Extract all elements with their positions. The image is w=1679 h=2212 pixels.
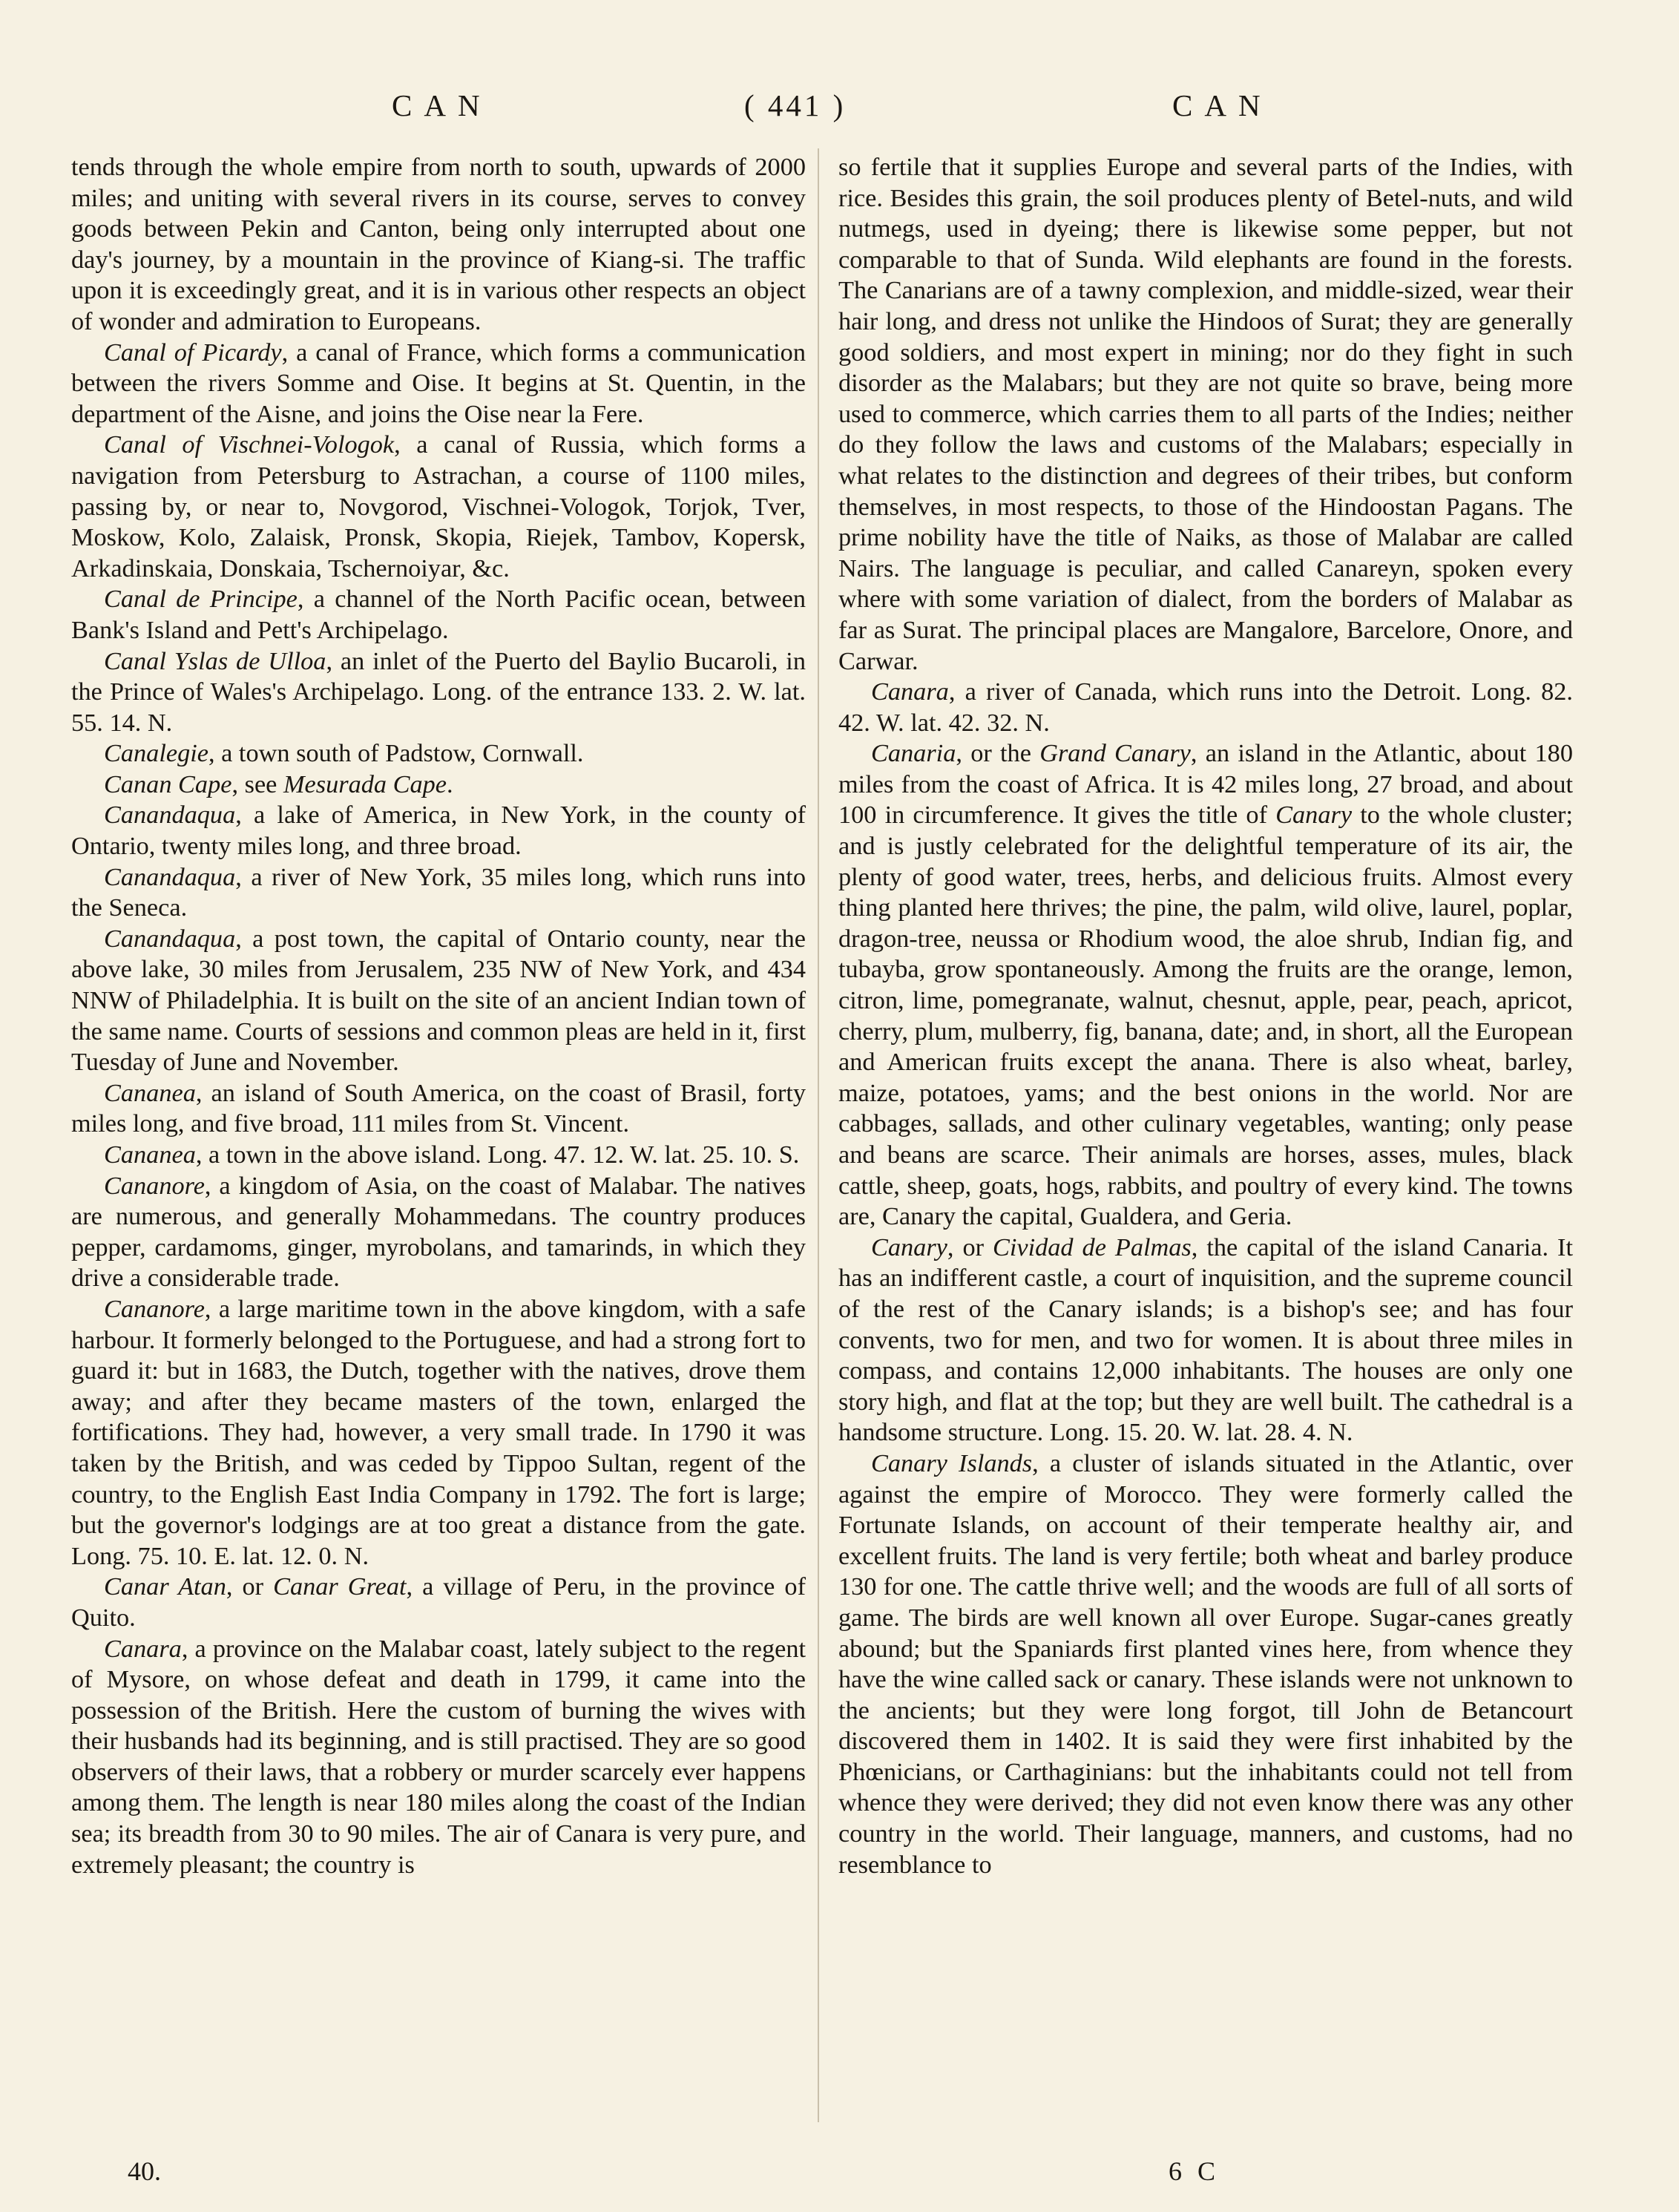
dictionary-entry: [71, 738, 806, 769]
dictionary-entry: [71, 800, 806, 862]
entry-text: , a canal of Russia, which forms a navigation from Petersburg to Astrachan, a course of 1100 miles, passing by, or near to, Novgorod, Vischnei-Vologok, Torjok, Tver, Moskow, Kolo, Zalaisk, Pronsk, Skopia, Riejek, Tambov, Kopersk, Arkadinskaia, Donskaia, Tschernoiyar, &c.: [71, 430, 806, 582]
entry-text: , a post town, the capital of Ontario county, near the above lake, 30 miles from Jerusalem, 235 NW of New York, and 434 NNW of Philadelphia. It is built on the site of an ancient Indian town of the same name. Courts of sessions and common pleas are held in it, first Tuesday of June and November.: [71, 924, 806, 1077]
entry-text: so fertile that it supplies Europe and several parts of the Indies, with rice. Besides this grain, the soil produces plenty of Betel-nuts, and wild nutmegs, used in dyeing; there is likewise some pepper, but not comparable to that of Sunda. Wild elephants are found in the forests. The Canarians are of a tawny complexion, and middle-sized, wear their hair long, and dress not unlike the Hindoos of Surat; they are generally good soldiers, and most expert in mining; nor do they fight in such disorder as the Malabars; but they are not quite so brave, being more used to commerce, which carries them to all parts of the Indies; neither do they follow the laws and customs of the Malabars; especially in what relates to the distinction and degrees of their tribes, but conform themselves, in most respects, to those of the Hindoostan Pagans. The prime nobility have the title of Naiks, as those of Malabar are called Nairs. The language is peculiar, and called Canareyn, spoken every where with some variation of dialect, from the borders of Malabar as far as Surat. The principal places are Mangalore, Barcelore, Onore, and Carwar.: [838, 153, 1573, 675]
entry-term: Cananore: [104, 1294, 205, 1323]
entry-text: , a province on the Malabar coast, lately subject to the regent of Mysore, on whose defeat and death in 1799, it came into the possession of the British. Here the custom of burning the wives with their husbands had its beginning, and is still practised. They are so good observers of their laws, that a robbery or murder scarcely ever happens among them. The length is near 180 miles along the coast of the Indian sea; its breadth from 30 to 90 miles. The air of Canara is very pure, and extremely pleasant; the country is: [71, 1634, 806, 1879]
header-left-guide-word: CAN: [392, 88, 492, 122]
dictionary-entry: [71, 1572, 806, 1633]
left-column: [71, 152, 806, 1880]
entry-term: Canary: [1275, 801, 1353, 830]
entry-term: Canara: [871, 677, 949, 706]
entry-text: , a town in the above island. Long. 47. 12. W. lat. 25. 10. S.: [195, 1141, 800, 1169]
dictionary-entry: [71, 430, 806, 584]
header-right-guide-word: CAN: [1172, 88, 1272, 122]
entry-term: Canandaqua: [104, 801, 236, 830]
entry-term: Cananea: [104, 1141, 196, 1169]
entry-text: to the whole cluster; and is justly celebrated for the delightful temperature of its air, the plenty of good water, trees, herbs, and delicious fruits. Almost every thing planted here thrives; the pine, the palm, wild olive, laurel, poplar, dragon-tree, neussa or Rhodium wood, the aloe shrub, Indian fig, and tubayba, grow spontaneously. Among the fruits are the orange, lemon, citron, lime, pomegranate, walnut, chesnut, apple, pear, peach, apricot, cherry, plum, mulberry, fig, banana, date; and, in short, all the European and American fruits except the anana. There is also wheat, barley, maize, potatoes, yams; and the best onions in the world. Nor are cabbages, sallads, and other culinary vegetables, wanting; only pease and beans are scarce. Their animals are horses, asses, mules, black cattle, sheep, goats, hogs, rabbits, and poultry of every kind. The towns are, Canary the capital, Gualdera, and Geria.: [838, 801, 1574, 1231]
entry-term: Canandaqua: [104, 924, 236, 953]
entry-text: , the capital of the island Canaria. It has an indifferent castle, a court of inquisition, and the supreme council of the rest of the Canary islands; is a bishop's see; and has four convents, two for men, and two for women. It is about three miles in compass, and contains 12,000 inhabitants. The houses are only one story high, and flat at the top; but they are well built. The cathedral is a handsome structure. Long. 15. 20. W. lat. 28. 4. N.: [838, 1233, 1573, 1447]
dictionary-entry: [71, 769, 806, 801]
entry-term: Cividad de Palmas: [992, 1233, 1192, 1261]
entry-text: , or: [226, 1572, 274, 1601]
entry-text: , a river of New York, 35 miles long, which runs into the Seneca.: [71, 862, 806, 922]
entry-term: Canalegie: [104, 739, 208, 768]
entry-text: , a cluster of islands situated in the Atlantic, over against the empire of Morocco. They were formerly called the Fortunate Islands, on account of their temperate healthy air, and excellent fruits. The land is very fertile; both wheat and barley produce 130 for one. The cattle thrive well; and the woods are full of all sorts of game. The birds are well known all over Europe. Sugar-canes greatly abound; but the Spaniards first planted vines here, from whence they have the wine called sack or canary. These islands were not unknown to the ancients; but they were long forgot, till John de Betancourt discovered them in 1402. It is said they were first inhabited by the Phœnicians, or Carthaginians: but the inhabitants could not tell from whence they were derived; they did not even know there was any other country in the world. Their language, manners, and customs, had no resemblance to: [838, 1448, 1573, 1879]
entry-term: Canar Great: [273, 1572, 407, 1601]
dictionary-entry: [71, 1634, 806, 1881]
entry-term: Canal of Picardy: [104, 338, 282, 367]
entry-text: , an island in the Atlantic, about 180 miles from the coast of Africa. It is 42 miles long, 27 broad, and about 100 in circumference. It gives the title of: [838, 739, 1573, 830]
entry-term: Canar Atan: [104, 1572, 226, 1601]
page-number: ( 441 ): [744, 88, 847, 122]
entry-term: Canal Yslas de Ulloa: [104, 646, 326, 675]
dictionary-entry: [71, 646, 806, 739]
entry-term: Cananea: [104, 1078, 196, 1107]
entry-term: Canan Cape: [104, 769, 232, 798]
entry-text: , an island of South America, on the coast of Brasil, forty miles long, and five broad, 111 miles from St. Vincent.: [71, 1078, 806, 1138]
running-header: [0, 88, 1679, 132]
right-column: [838, 152, 1573, 1880]
entry-text: , a canal of France, which forms a communication between the rivers Somme and Oise. It begins at St. Quentin, in the department of the Aisne, and joins the Oise near la Fere.: [71, 338, 806, 428]
signature-mark-right: 6 C: [1169, 2156, 1220, 2186]
entry-text: , see: [231, 769, 283, 798]
entry-text: , an inlet of the Puerto del Baylio Bucaroli, in the Prince of Wales's Archipelago. Long. of the entrance 133. 2. W. lat. 55. 14. N.: [71, 646, 806, 737]
entry-text: tends through the whole empire from north to south, upwards of 2000 miles; and uniting with several rivers in its course, serves to convey goods between Pekin and Canton, being only interrupted about one day's journey, by a mountain in the province of Kiang-si. The traffic upon it is exceedingly great, and it is in various other respects an object of wonder and admiration to Europeans.: [71, 153, 806, 335]
entry-text: , a river of Canada, which runs into the Detroit. Long. 82. 42. W. lat. 42. 32. N.: [838, 677, 1573, 737]
dictionary-entry: [838, 677, 1573, 738]
dictionary-entry: [838, 1448, 1573, 1880]
entry-term: Canara: [104, 1634, 182, 1663]
entry-text: , a town south of Padstow, Cornwall.: [208, 739, 584, 768]
entry-term: Canal de Principe: [104, 585, 298, 614]
dictionary-entry: [71, 338, 806, 430]
dictionary-entry: [71, 1140, 806, 1171]
entry-term: Canandaqua: [104, 862, 236, 891]
dictionary-entry: [71, 862, 806, 924]
dictionary-entry: [838, 738, 1573, 1233]
entry-term: Grand Canary: [1039, 739, 1191, 768]
dictionary-entry: [71, 924, 806, 1078]
entry-term: Canal of Vischnei-Vologok: [104, 430, 395, 459]
entry-text: , or the: [956, 739, 1040, 768]
dictionary-entry: [71, 152, 806, 338]
entry-text: , or: [947, 1233, 993, 1261]
dictionary-entry: [838, 152, 1573, 677]
entry-term: Canary Islands: [871, 1448, 1033, 1477]
entry-text: , a kingdom of Asia, on the coast of Malabar. The natives are numerous, and generally Mohammedans. The country produces pepper, cardamoms, ginger, myrobolans, and tamarinds, in which they drive a considerable trade.: [71, 1171, 806, 1293]
entry-text: , a large maritime town in the above kingdom, with a safe harbour. It formerly belonged to the Portuguese, and had a strong fort to guard it: but in 1683, the Dutch, together with the natives, drove them away; and after they became masters of the town, enlarged the fortifications. They had, however, a very small trade. In 1790 it was taken by the British, and was ceded by Tippoo Sultan, regent of the country, to the English East India Company in 1792. The fort is large; but the governor's lodgings are at too great a distance from the gate. Long. 75. 10. E. lat. 12. 0. N.: [71, 1294, 806, 1570]
entry-term: Cananore: [104, 1171, 205, 1200]
dictionary-entry: [71, 1294, 806, 1572]
entry-text: .: [447, 769, 453, 798]
dictionary-entry: [838, 1233, 1573, 1448]
entry-term: Canary: [871, 1233, 947, 1261]
signature-mark-left: 40.: [128, 2156, 161, 2186]
dictionary-entry: [71, 1171, 806, 1294]
column-divider: [818, 148, 819, 2122]
entry-term: Mesurada Cape: [283, 769, 447, 798]
entry-text: , a village of Peru, in the province of Quito.: [71, 1572, 806, 1632]
entry-text: , a channel of the North Pacific ocean, between Bank's Island and Pett's Archipelago.: [71, 585, 806, 644]
entry-term: Canaria: [871, 739, 956, 768]
dictionary-entry: [71, 1078, 806, 1140]
entry-text: , a lake of America, in New York, in the county of Ontario, twenty miles long, and three broad.: [71, 801, 806, 861]
dictionary-entry: [71, 584, 806, 646]
